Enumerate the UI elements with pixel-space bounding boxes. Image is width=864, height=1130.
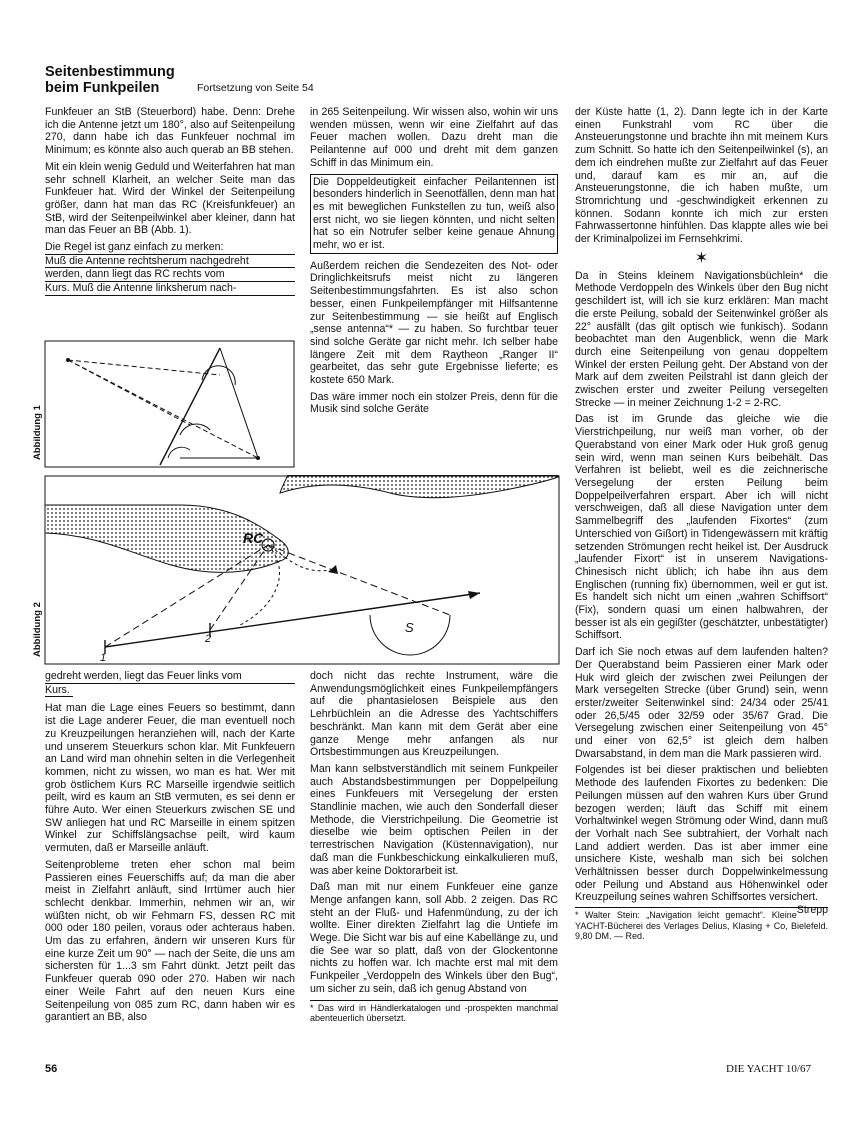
angle-s-label: S	[405, 620, 414, 635]
figure-1-drawing	[30, 340, 295, 468]
paragraph	[575, 764, 828, 917]
paragraph: der Küste hatte (1, 2). Dann legte ich in der Karte einen Funkstrahl vom RC über die Ansteuerungstonne und brachte ihn mit meinem Kurs zum Schnitt. So hatte ich den Seitenpeilwinkel (s), an dem ich eindrehen mußte zur Zielfahrt auf das Feuer und, darauf kam es mir an, auf die Ansteuerungstonne, die ich haben mußte, um Stromrichtung und -geschwindigkeit erkennen zu können. Sodann konnte ich mich zur ersten Fahrwassertonne hinfühlen. Das klappte alles wie bei der Kriminalpolizei im Fernsehkrimi.	[575, 106, 828, 246]
magazine-folio: DIE YACHT 10/67	[726, 1063, 811, 1075]
column-2-bottom	[310, 670, 558, 1024]
paragraph: Da in Steins kleinem Navigationsbüchlein* die Methode Verdoppeln des Winkels über den Bug nicht geschildert ist, will ich sie kurz erklären: Man macht die erste Peilung, sobald der Seitenwinkel größer als 22° ausfällt (das gilt optisch wie funkisch). Sodann beobachtet man den Augenblick, wenn die Mark durch eine Seitenpeilung von genau doppeltem Winkel der ersten Peilung geht. Der Abstand von der Mark auf dem zweiten Peilstrahl ist dann gleich der zwischen erster und zweiter Peilung versegelten Strecke — in meiner Zeichnung 1-2 = 2-RC.	[575, 269, 828, 409]
rule-line: Die Regel ist ganz einfach zu merken:	[45, 241, 295, 255]
paragraph: Darf ich Sie noch etwas auf dem laufenden halten? Der Querabstand beim Passieren einer Mark oder Huk wird gleich der zwischen zwei Peilungen der Mark versegelten Strecke (über Grund) sein, wenn erster/zweiter Seitenwinkel sind: 24/34 oder 25/41 oder 26,5/45 oder 32/59 oder 35/67 Grad. Die Versegelung zwischen einer Seitenpeilung von 45° und einer von 62,5° ist gleich dem halben Dwarsabstand, in dem man die Mark passieren wird.	[575, 646, 828, 760]
paragraph: Das ist im Grunde das gleiche wie die Vierstrichpeilung, nur weiß man vorher, ob der Querabstand von einer Mark oder Huk groß genug sein wird, wenn man seinen Kurs beibehält. Das Verfahren ist beliebt, weil es die zeichnerische Versegelung der ersten Peilung beim Doppelpeilverfahren erspart. Aber ich will nicht verschweigen, daß all diese Navigation unter dem Sammelbegriff des „laufenden Fixortes“ (zum Unterschied von Gißort) in Tidengewässern mit kräftig setzenden Strömungen recht heikel ist. Der Ausdruck „laufender Fixort“ ist in unserem Navigations-Chinesisch nicht üblich; ich habe ihn aus dem Englischen (running fix) übernommen, weil er gut ist. Es handelt sich nicht um einen „wahren Schiffsort“ (Fix), sondern quasi um einen halbwahren, der besser ist als ein gegißter (geschätzter, unbestätigter) Schiffsort.	[575, 413, 828, 642]
footnote: * Walter Stein: „Navigation leicht gemacht“. Kleine YACHT-Bücherei des Verlages Delius, Klasing + Co, Bielefeld. 9,80 DM. — Red.	[575, 910, 828, 942]
paragraph: Mit ein klein wenig Geduld und Weiterfahren hat man sehr schnell Klarheit, an welcher Seite man das Funkfeuer hat. Wird der Winkel der Seitenpeilung größer, dann hat man das RC (Kreisfunkfeuer) an StB, wird der Seitenpeilwinkel aber kleiner, dann hat man das Feuer an BB (Abb. 1).	[45, 160, 295, 237]
continuation-note: Fortsetzung von Seite 54	[197, 82, 314, 94]
position-2-label: 2	[205, 633, 212, 645]
article-title-line1: Seitenbestimmung	[45, 64, 175, 80]
boxed-paragraph: Die Doppeldeutigkeit einfacher Peilantennen ist besonders hinderlich in Seenotfällen, denn man hat es mit beweglichen Funkstellen zu tun, weiß also erst nicht, wo sie liegen könnten, und nicht selten hat so ein Notrufer selber keine genaue Ahnung mehr, wo er ist.	[310, 174, 558, 254]
rule-paragraph	[45, 670, 295, 697]
column-2-top	[310, 106, 558, 420]
rule-line: werden, dann liegt das RC rechts vom	[45, 268, 295, 282]
column-1-top	[45, 106, 295, 296]
footnote: * Das wird in Händlerkatalogen und -prospekten manchmal abenteuerlich übersetzt.	[310, 1002, 558, 1024]
page-number: 56	[45, 1063, 58, 1075]
paragraph-text: Folgendes ist bei dieser praktischen und beliebten Methode des laufenden Fixortes zu bedenken: Die Peilungen müssen auf den wahren Kurs über Grund bezogen werden; läuft das Schiff mit einem Vorhaltwinkel wegen Strömung oder Wind, dann muß der Vorhalt nach See subtrahiert, der Vorhalt nach Land addiert werden. Das ist aber immer eine unsichere Kiste, weshalb man sich bei solchen Verhältnissen besser durch Doppelwinkelmessung oder Peilung und Abstand aus Höhenwinkel oder Kreuzpeilung seines wahren Schiffsortes versichert.	[575, 764, 828, 904]
footnote-divider	[310, 1000, 558, 1001]
figure-1	[30, 340, 295, 468]
rule-line: Kurs.	[45, 684, 73, 698]
column-3	[575, 106, 828, 942]
rule-line: Kurs. Muß die Antenne linksherum nach-	[45, 282, 295, 296]
figure-2-label: Abbildung 2	[32, 602, 43, 657]
section-star-icon: ✶	[694, 249, 709, 267]
position-1-label: 1	[100, 652, 107, 664]
rule-line: gedreht werden, liegt das Feuer links vom	[45, 670, 295, 684]
paragraph: Man kann selbstverständlich mit seinem Funkpeiler auch Abstandsbestimmungen per Doppelpeilung eines Funkfeuers mit Versegelung der ersten Standlinie machen, wie auch den Sonderfall dieser Methode, die Vierstrichpeilung. Die Geometrie ist dieselbe wie beim optischen Peilen in der terrestrischen Navigation (Küstennavigation), nur daß man die Funkbeschickung einkalkulieren muß, was aber keine Doktorarbeit ist.	[310, 762, 558, 877]
article-title-line2: beim Funkpeilen	[45, 80, 160, 96]
paragraph: in 265 Seitenpeilung. Wir wissen also, wohin wir uns wenden müssen, wenn wir eine Zielfahrt auf das Feuer machen wollen. Dazu dreht man die Peilantenne auf 000 und dreht mit dem ganzen Schiff in das Minimum ein.	[310, 106, 558, 169]
rule-line: Muß die Antenne rechtsherum nachgedreht	[45, 255, 295, 269]
paragraph: Seitenprobleme treten eher schon mal beim Passieren eines Feuerschiffs auf; da man die aber meist in Zielfahrt anläuft, sind Irrtümer auch hier schlecht denkbar. Immerhin, nehmen wir an, wir wüßten nicht, ob wir Fehmarn FS, dessen RC mit 000 oder 180 peilen, voraus oder achteraus haben. Um das zu erfahren, ändern wir unseren Kurs für eine kurze Zeit um 90° — nach der Seite, die uns am sichersten für 1...3 sm Fahrt dünkt. Jetzt peilt das Funkfeuer querab 090 oder 270. Haben wir nach einer Weile Fahrt auf den neuen Kurs eine Seitenpeilung von 085 zum RC, dann haben wir es garantiert an BB, also	[45, 858, 295, 1024]
paragraph: Hat man die Lage eines Feuers so bestimmt, dann ist die Lage anderer Feuer, die man eventuell noch zu Kreuzpeilungen heranziehen will, nach der Karte und unserem Steuerkurs schon klar. Mit Funkfeuern an Land wird man ohnehin selten in die Verlegenheit kommen, nicht zu wissen, wo man es hat. Wer mit grob östlichem Kurs RC Marseille irgendwie seitlich peilt, wird es kaum an StB vermuten, es sei denn er führe Auto. Wer einen Steuerkurs zwischen SE und SW anliegen hat und RC Marseille in einem spitzen Winkel zur Schiffslängsachse peilt, wird kaum vermuten, daß er Marseille anläuft.	[45, 702, 295, 855]
paragraph: Funkfeuer an StB (Steuerbord) habe. Denn: Drehe ich die Antenne jetzt um 180°, also auf Seitenpeilung 270, dann habe ich das Funkfeuer nochmal im Minimum; es könnte also auch querab an BB stehen.	[45, 106, 295, 157]
paragraph: Das wäre immer noch ein stolzer Preis, denn für die Musik sind solche Geräte	[310, 390, 558, 416]
paragraph: Daß man mit nur einem Funkfeuer eine ganze Menge anfangen kann, soll Abb. 2 zeigen. Das RC steht an der Fluß- und Hafenmündung, zu der ich wollte. Einer direkten Zielfahrt lag die Untiefe im Wege. Die Sicht war bis auf eine Kabellänge zu, und die See war so platt, daß von der Glockentonne nichts zu hoffen war. Ich machte erst mal mit dem Funkpeiler „Verdoppeln des Winkels über den Bug“, um sicher zu sein, daß ich genug Abstand von	[310, 881, 558, 995]
figure-2-drawing	[30, 475, 560, 665]
column-1-bottom	[45, 670, 295, 1028]
paragraph: doch nicht das rechte Instrument, wäre die Anwendungsmöglichkeit eines Funkpeilempfängers auf die phantasielosen Beispiele aus den Lehrbüchlein an die Adresse des Yachtschiffers beschränkt. Man kann mit dem Gerät aber eine ganze Menge mehr anfangen als nur Ortsbestimmungen aus Kreuzpeilungen.	[310, 670, 558, 759]
rc-label: RC	[243, 530, 264, 546]
paragraph: Außerdem reichen die Sendezeiten des Not- oder Dringlichkeitsrufs meist nicht zu längeren Seitenbestimmungsfahrten. Es ist also schon besser, einen Funkpeilempfänger mit Hilfsantenne zur Seitenbestimmung — sie heißt auf Englisch „sense antenna“* — zu haben. So furchtbar teuer sind solche Geräte gar nicht mehr. Ich selber habe längere Zeit mit dem Raytheon „Ranger II“ gearbeitet, das sehr gute Ergebnisse lieferte; es kostete 650 Mark.	[310, 259, 558, 387]
figure-2	[30, 475, 560, 665]
figure-1-label: Abbildung 1	[32, 405, 43, 460]
author-signature: Strepp	[796, 904, 828, 917]
footnote-divider	[575, 907, 828, 908]
article-header	[45, 64, 425, 96]
rule-paragraph	[45, 241, 295, 296]
